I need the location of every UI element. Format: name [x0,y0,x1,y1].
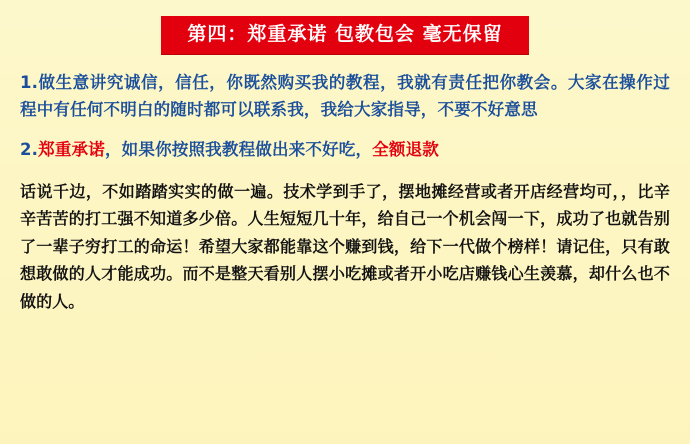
content-area [14,70,676,315]
point-2-highlight-tail: 全额退款 [372,140,439,160]
point-1 [20,70,670,123]
closing-paragraph: 话说千边，不如踏踏实实的做一遍。技术学到手了，摆地摊经营或者开店经营均可，，比辛辛苦苦的打工强不知道多少倍。人生短短几十年，给自己一个机会闯一下，成功了也就告别了一辈子穷打工的命运！希望大家都能靠这个赚到钱，给下一代做个榜样！请记住，只有敢想敢做的人才能成功。而不是整天看别人摆小吃摊或者开小吃店赚钱心生羡慕，却什么也不做的人。 [20,181,670,311]
point-1-number: 1. [20,72,39,92]
point-2 [20,137,670,163]
section-title-banner: 第四：郑重承诺 包教包会 毫无保留 [161,16,528,54]
point-2-number: 2. [20,140,39,160]
banner-container [14,0,676,54]
point-2-middle: ，如果你按照我教程做出来不好吃， [104,140,373,160]
point-2-highlight-lead: 郑重承诺 [38,140,105,160]
point-1-text: 做生意讲究诚信，信任，你既然购买我的教程，我就有责任把你教会。大家在操作过程中有任何不明白的随时都可以联系我，我给大家指导，不要不好意思 [20,72,670,119]
